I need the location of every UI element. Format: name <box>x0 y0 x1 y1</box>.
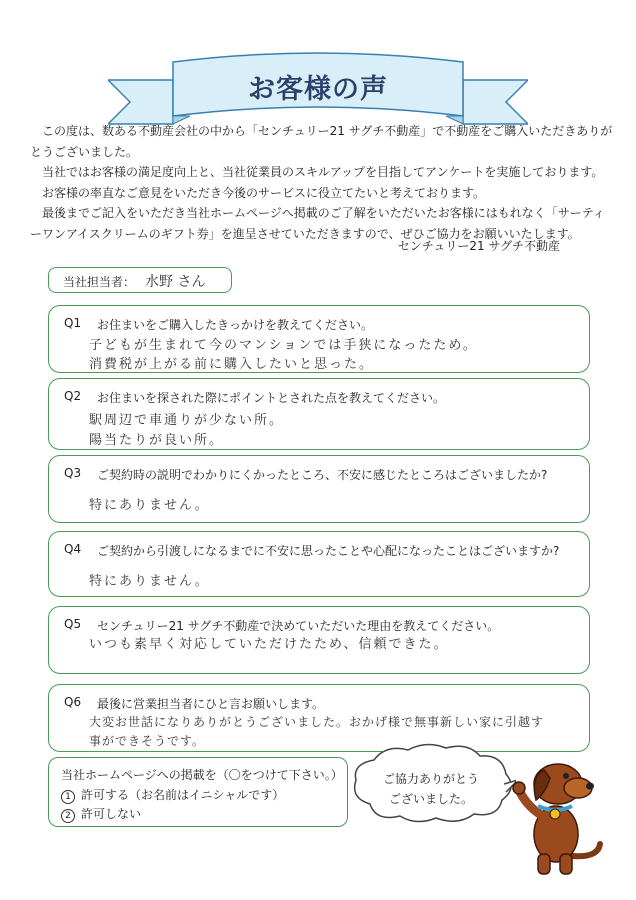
intro-paragraph: 最後までご記入をいただき当社ホームページへ掲載のご了解をいただいたお客様にはもれなく「サーティーワンアイスクリームのギフト券」を進呈させていただきますので、ぜひご協力をお願いいたします。 <box>30 206 605 241</box>
intro-paragraph: 当社ではお客様の満足度向上と、当社従業員のスキルアップを目指してアンケートを実施しております。 <box>42 165 604 179</box>
consent-title: 当社ホームページへの掲載を（〇をつけて下さい。） <box>61 768 343 782</box>
question-box-q1 <box>48 305 590 373</box>
answer-line: 特にありません。 <box>89 574 210 589</box>
option-label: 許可する（お名前はイニシャルです） <box>81 788 285 802</box>
answer-line: いつも素早く対応していただけたため、信頼できた。 <box>89 637 449 652</box>
answer-line: 大変お世話になりありがとうございました。おかげ様で無事新しい家に引越す <box>89 715 545 729</box>
staff-label: 当社担当者： <box>63 275 136 289</box>
answer-line: 陽当たりが良い所。 <box>89 433 225 448</box>
answer-line: 特にありません。 <box>89 498 210 513</box>
question-box-q4 <box>48 531 590 597</box>
question-text: 最後に営業担当者にひと言お願いします。 <box>97 697 325 711</box>
question-box-q3 <box>48 455 590 523</box>
question-text: ご契約から引渡しになるまでに不安に思ったことや心配になったことはございますか? <box>97 544 560 558</box>
bubble-line: ご協力ありがとう <box>382 772 479 786</box>
question-number: Q4 <box>64 542 82 556</box>
question-text: お住まいを探された際にポイントとされた点を教えてください。 <box>97 391 446 405</box>
option-number: 1 <box>61 790 75 804</box>
option-number: 2 <box>61 809 75 823</box>
consent-option-allow[interactable] <box>61 786 284 804</box>
staff-box <box>48 267 232 293</box>
question-text: ご契約時の説明でわかりにくかったところ、不安に感じたところはございましたか? <box>97 468 548 482</box>
bubble-line: ございました。 <box>388 792 473 806</box>
title-banner <box>108 40 528 130</box>
option-label: 許可しない <box>81 807 142 821</box>
question-box-q5 <box>48 606 590 674</box>
intro-paragraph: お客様の率直なご意見をいただき今後のサービスに役立てたいと考えております。 <box>42 185 486 200</box>
answer-line: 駅周辺で車通りが少ない所。 <box>89 413 285 428</box>
answer-line: 子どもが生まれて今のマンションでは手狭になったため。 <box>89 338 478 353</box>
page-title: お客様の声 <box>248 74 388 105</box>
question-number: Q5 <box>64 617 82 631</box>
thank-you-bubble <box>346 740 516 824</box>
intro-paragraph: この度は、数ある不動産会社の中から「センチュリー21 サグチ不動産」で不動産をご購入いただきありがとうございました。 <box>30 124 613 159</box>
company-signature: センチュリー21 サグチ不動産 <box>397 239 560 253</box>
intro-text <box>30 121 616 244</box>
question-box-q2 <box>48 378 590 450</box>
answer-line: 事ができそうです。 <box>89 734 206 748</box>
question-text: センチュリー21 サグチ不動産で決めていただいた理由を教えてください。 <box>97 619 500 633</box>
staff-name: 水野 さん <box>145 274 206 290</box>
question-number: Q3 <box>64 466 82 480</box>
consent-option-deny[interactable] <box>61 805 141 823</box>
answer-line: 消費税が上がる前に購入したいと思った。 <box>89 357 375 372</box>
question-number: Q1 <box>64 316 82 330</box>
question-text: お住まいをご購入したきっかけを教えてください。 <box>97 318 374 332</box>
question-number: Q2 <box>64 389 82 403</box>
consent-box <box>48 757 348 827</box>
dog-mascot-icon <box>506 748 610 878</box>
question-number: Q6 <box>64 695 82 709</box>
